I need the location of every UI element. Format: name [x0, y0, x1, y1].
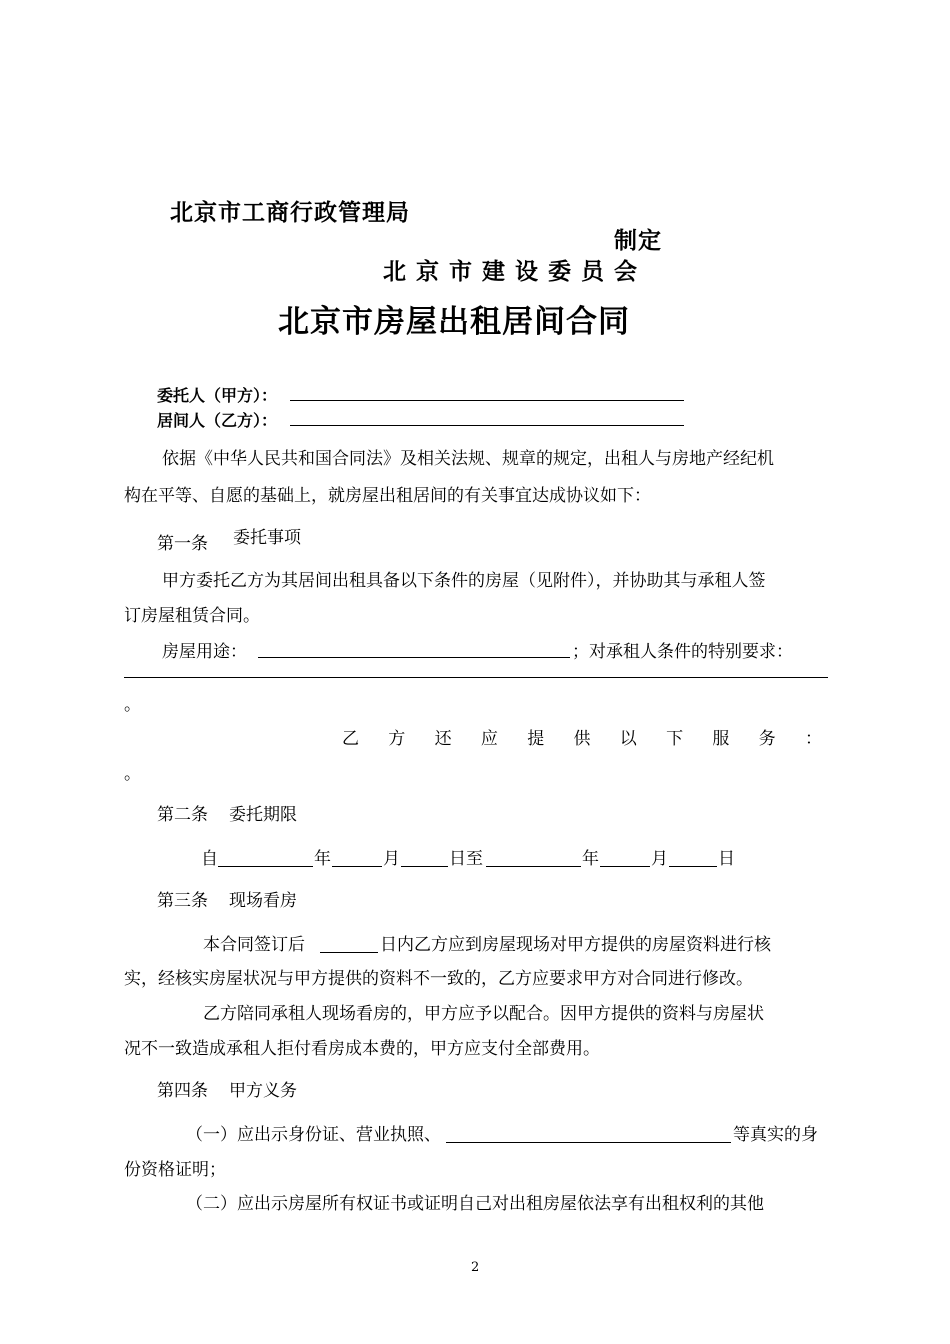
end-month-blank[interactable]	[600, 866, 650, 867]
start-year-blank[interactable]	[218, 866, 313, 867]
term-from: 自	[201, 849, 218, 869]
term-month-1: 月	[383, 849, 400, 869]
article3-title: 现场看房	[229, 891, 297, 911]
start-day-blank[interactable]	[401, 866, 448, 867]
issuer-bureau: 北京市工商行政管理局	[170, 199, 410, 226]
inspection-days-blank[interactable]	[320, 952, 378, 953]
services-char: 乙	[342, 729, 359, 749]
term-month-2: 月	[651, 849, 668, 869]
article2-num: 第二条	[157, 805, 208, 825]
id-document-blank[interactable]	[446, 1142, 731, 1143]
preamble-line-1: 依据《中华人民共和国合同法》及相关法规、规章的规定，出租人与房地产经纪机	[162, 449, 774, 469]
article3-p1-b: 日内乙方应到房屋现场对甲方提供的房屋资料进行核	[380, 935, 771, 955]
end-day-blank[interactable]	[669, 866, 717, 867]
article3-p2-line2: 况不一致造成承租人拒付看房成本费的，甲方应支付全部费用。	[124, 1039, 600, 1059]
article3-p1-a: 本合同签订后	[203, 935, 305, 955]
services-line	[342, 724, 822, 749]
start-month-blank[interactable]	[332, 866, 382, 867]
term-day-2: 日	[718, 849, 735, 869]
services-char: 供	[573, 729, 591, 749]
services-char: 还	[434, 729, 452, 749]
term-day-to: 日至	[449, 849, 483, 869]
page-number: 2	[471, 1260, 480, 1275]
usage-blank[interactable]	[258, 657, 570, 658]
article4-num: 第四条	[157, 1081, 208, 1101]
made-label: 制定	[614, 227, 662, 254]
preamble-line-2: 构在平等、自愿的基础上，就房屋出租居间的有关事宜达成协议如下：	[124, 486, 651, 506]
article4-item1-a: （一）应出示身份证、营业执照、	[186, 1125, 441, 1145]
issuer-commission: 北 京 市 建 设 委 员 会	[383, 258, 639, 285]
article4-item1-b: 等真实的身	[733, 1125, 818, 1145]
agent-blank[interactable]	[290, 425, 684, 426]
article3-p2-line1: 乙方陪同承租人现场看房的，甲方应予以配合。因甲方提供的资料与房屋状	[203, 1004, 764, 1024]
agent-label: 居间人（乙方）：	[157, 411, 278, 430]
article4-item1-line2: 份资格证明；	[124, 1160, 226, 1180]
services-char: 务	[758, 729, 776, 749]
end-year-blank[interactable]	[486, 866, 581, 867]
client-blank[interactable]	[290, 400, 684, 401]
services-char: 提	[527, 729, 545, 749]
term-year-2: 年	[582, 849, 599, 869]
services-char: 方	[388, 729, 406, 749]
special-requirements-label: ；对承租人条件的特别要求：	[572, 642, 793, 662]
article1-p1-line1: 甲方委托乙方为其居间出租具备以下条件的房屋（见附件），并协助其与承租人签	[162, 571, 766, 591]
client-label: 委托人（甲方）：	[157, 386, 278, 405]
article1-title: 委托事项	[233, 528, 301, 548]
page-title: 北京市房屋出租居间合同	[278, 304, 630, 340]
article2-title: 委托期限	[229, 805, 297, 825]
article1-p1-line2: 订房屋租赁合同。	[124, 606, 260, 626]
usage-label: 房屋用途：	[162, 642, 247, 662]
article3-num: 第三条	[157, 891, 208, 911]
article3-p1-line2: 实，经核实房屋状况与甲方提供的资料不一致的，乙方应要求甲方对合同进行修改。	[124, 969, 753, 989]
term-year-1: 年	[314, 849, 331, 869]
services-char: 下	[666, 729, 684, 749]
period-2: 。	[124, 764, 141, 784]
special-requirements-blank[interactable]	[124, 677, 828, 678]
article4-item2-line1: （二）应出示房屋所有权证书或证明自己对出租房屋依法享有出租权利的其他	[186, 1194, 764, 1214]
services-char: 服	[712, 729, 730, 749]
period-1: 。	[124, 695, 141, 715]
article1-num: 第一条	[157, 534, 208, 554]
services-char: 应	[480, 729, 498, 749]
services-char: 以	[619, 729, 637, 749]
article4-title: 甲方义务	[229, 1081, 297, 1101]
services-char: ：	[804, 729, 822, 749]
